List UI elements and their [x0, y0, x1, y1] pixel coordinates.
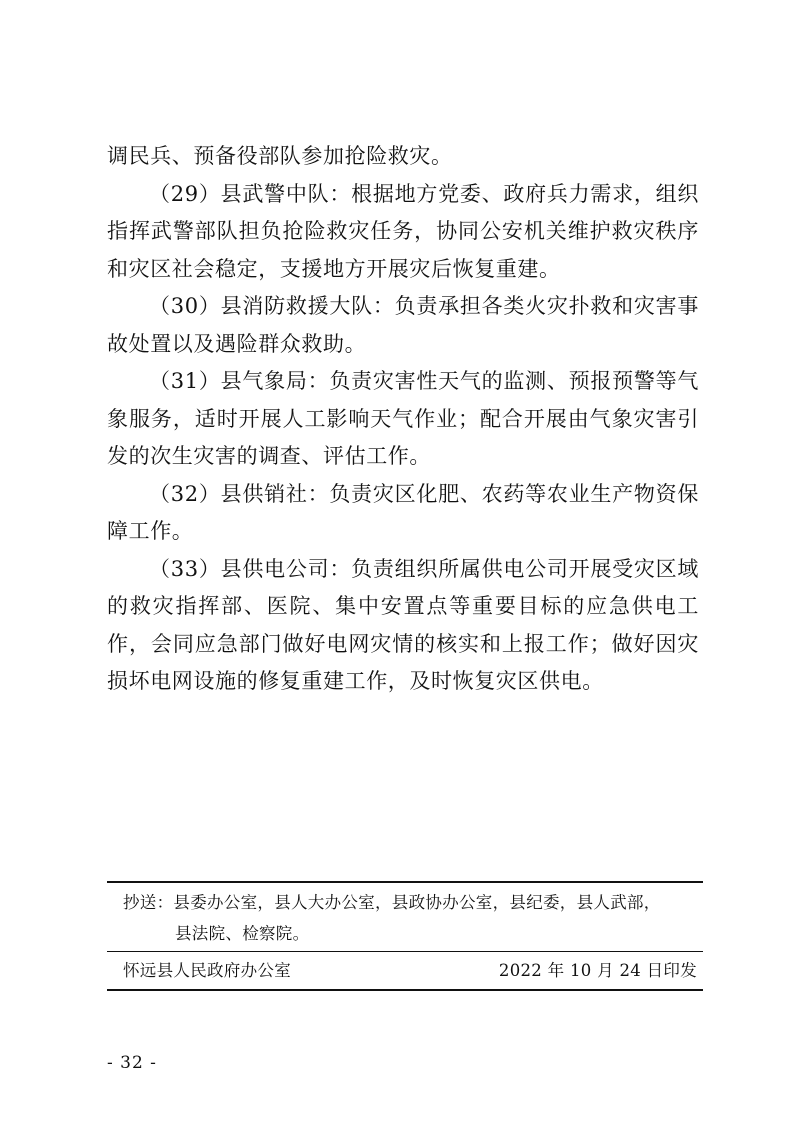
- page-number: - 32 -: [107, 1053, 157, 1073]
- issue-date: 2022 年 10 月 24 日印发: [498, 961, 697, 980]
- issuer-row: [107, 952, 703, 989]
- bottom-rule: [107, 989, 703, 991]
- paragraph-29-armed-police: （29）县武警中队：根据地方党委、政府兵力需求，组织指挥武警部队担负抢险救灾任务，协同公安机关维护救灾秩序和灾区社会稳定，支援地方开展灾后恢复重建。: [107, 181, 699, 281]
- paragraph-32-supply-coop: （32）县供销社：负责灾区化肥、农药等农业生产物资保障工作。: [107, 481, 699, 543]
- issuing-office: 怀远县人民政府办公室: [123, 961, 291, 980]
- body-text: [107, 138, 699, 701]
- cc-list: [107, 883, 703, 951]
- cc-line-2: 县法院、检察院。: [175, 924, 310, 943]
- paragraph-30-fire-rescue: （30）县消防救援大队：负责承担各类火灾扑救和灾害事故处置以及遇险群众救助。: [107, 294, 699, 356]
- paragraph-31-meteorology: （31）县气象局：负责灾害性天气的监测、预报预警等气象服务，适时开展人工影响天气作业；配合开展由气象灾害引发的次生灾害的调查、评估工作。: [107, 369, 699, 468]
- distribution-block: [107, 881, 703, 991]
- paragraph-continuation: 调民兵、预备役部队参加抢险救灾。: [107, 144, 453, 168]
- paragraph-33-power-company: （33）县供电公司：负责组织所属供电公司开展受灾区域的救灾指挥部、医院、集中安置点等重要目标的应急供电工作，会同应急部门做好电网灾情的核实和上报工作；做好因灾损坏电网设施的修复重建工作，及时恢复灾区供电。: [107, 556, 699, 693]
- cc-line-1: 抄送：县委办公室，县人大办公室，县政协办公室，县纪委，县人武部，: [123, 893, 661, 912]
